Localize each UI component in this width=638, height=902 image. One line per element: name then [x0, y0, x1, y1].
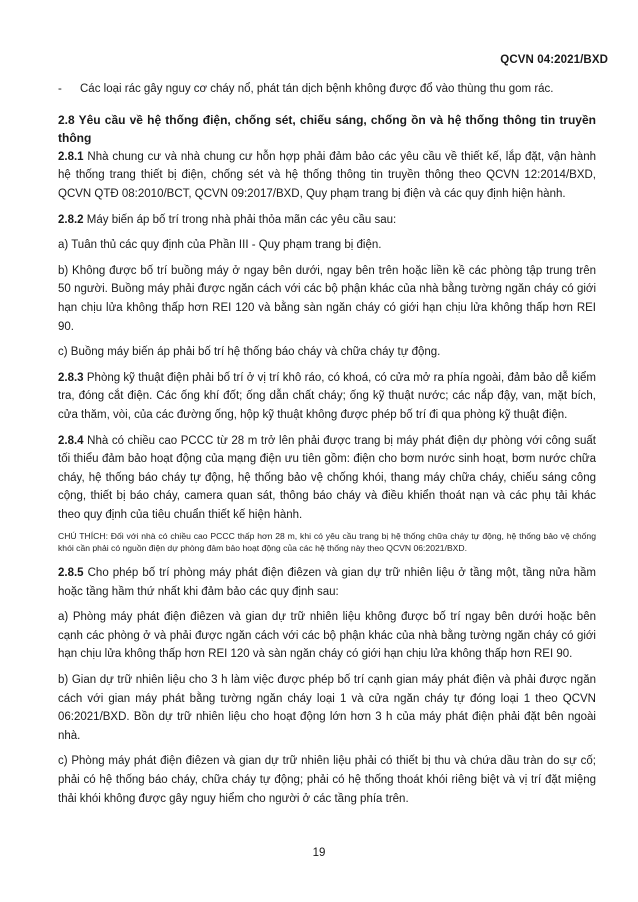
page-number: 19	[312, 847, 326, 859]
clause-2-8-2-a: a) Tuân thủ các quy định của Phần III - Quy phạm trang bị điện.	[58, 239, 382, 252]
clause-text: Nhà chung cư và nhà chung cư hỗn hợp phải đảm bảo các yêu cầu về thiết kế, lắp đặt, vận hành hệ thống trang thiết bị điện, chống sét và hệ thống thông tin truyền thông theo QCVN 12:2014/BXD, QCVN QTĐ 08:2010/BCT, QCVN 09:2017/BXD, Quy phạm trang bị điện và các quy định hiện hành.	[58, 150, 596, 200]
clause-number: 2.8.3	[58, 371, 84, 384]
clause-number: 2.8.4	[58, 434, 84, 447]
standard-code-header: QCVN 04:2021/BXD	[500, 54, 608, 66]
bullet-item	[58, 80, 596, 99]
clause-2-8-2-b: b) Không được bố trí buồng máy ở ngay bên dưới, ngay bên trên hoặc liền kề các phòng tập trung trên 50 người. Buồng máy phải được ngăn cách với các bộ phận khác của nhà bằng tường ngăn cháy có giới hạn chịu lửa không thấp hơn REI 120 và bằng sàn ngăn cháy có giới hạn chịu lửa không thấp hơn REI 90.	[58, 264, 596, 333]
clause-2-8-5-b: b) Gian dự trữ nhiên liệu cho 3 h làm việc được phép bố trí cạnh gian máy phát điện và phải được ngăn cách với gian máy phát bằng tường ngăn cháy loại 1 và cửa ngăn cháy tự đóng loại 1 theo QCVN 06:2021/BXD. Bồn dự trữ nhiên liệu cho hoạt động lớn hơn 3 h của máy phát điện phải đặt bên ngoài nhà.	[58, 674, 596, 742]
clause-number: 2.8.5	[58, 567, 84, 580]
clause-text: Nhà có chiều cao PCCC từ 28 m trở lên phải được trang bị máy phát điện dự phòng với công suất tối thiểu đảm bảo hoạt động của mạng điện ưu tiên gồm: điện cho bơm nước sinh hoạt, bơm nước chữa cháy, hệ thống báo cháy tự động, hệ thống bảo vệ chống khói, thang máy chữa cháy, chiếu sáng công cộng, thiết bị báo cháy, camera quan sát, thông báo cháy và điều khiển thoát nạn và các phụ tải khác theo quy định của tiêu chuẩn thiết kế hiện hành.	[58, 434, 596, 521]
note: CHÚ THÍCH: Đối với nhà có chiều cao PCCC thấp hơn 28 m, khi có yêu cầu trang bị hệ thống chữa cháy tự động, hệ thống bảo vệ chống khói cần phải có nguồn điện dự phòng đảm bảo hoạt động của các hệ thống này theo QCVN 06:2021/BXD.	[58, 531, 596, 554]
clause-text: Máy biến áp bố trí trong nhà phải thỏa mãn các yêu cầu sau:	[83, 213, 397, 226]
clause-2-8-5-a: a) Phòng máy phát điện điêzen và gian dự trữ nhiên liệu không được bố trí ngay bên dưới hoặc bên cạnh các phòng ở và phải được ngăn cách với các bộ phận khác của nhà bằng tường ngăn cháy có giới hạn chịu lửa không thấp hơn REI 120 và sàn ngăn cháy có giới hạn chịu lửa không thấp hơn REI 90.	[58, 611, 596, 661]
bullet-mark: -	[58, 83, 62, 95]
bullet-text: Các loại rác gây nguy cơ cháy nổ, phát tán dịch bệnh không được đổ vào thùng thu gom rác.	[80, 83, 554, 95]
clause-number: 2.8.2	[58, 213, 84, 226]
clause-2-8-5	[58, 564, 596, 601]
page-content	[58, 80, 596, 815]
clause-2-8-1	[58, 148, 596, 204]
clause-2-8-4	[58, 432, 596, 525]
clause-2-8-2-c: c) Buồng máy biến áp phải bố trí hệ thống báo cháy và chữa cháy tự động.	[58, 346, 441, 359]
clause-text: Cho phép bố trí phòng máy phát điện điêzen và gian dự trữ nhiên liệu ở tầng một, tầng nửa hầm hoặc tầng hầm thứ nhất khi đảm bảo các quy định sau:	[58, 567, 596, 598]
clause-number: 2.8.1	[58, 150, 84, 163]
section-heading: 2.8 Yêu cầu về hệ thống điện, chống sét, chiếu sáng, chống ồn và hệ thống thông tin truyền thông	[58, 112, 596, 146]
clause-2-8-2	[58, 211, 596, 230]
clause-text: Phòng kỹ thuật điện phải bố trí ở vị trí khô ráo, có khoá, có cửa mở ra phía ngoài, đảm bảo dễ kiểm tra, đóng cắt điện. Các ống khí đốt; ống dẫn chất cháy; ống kỹ thuật nước; các nắp đậy, van, mặt bích, cửa thăm, vòi, của các đường ống, hộp kỹ thuật không được phép bố trí đi qua phòng kỹ thuật điện.	[58, 371, 596, 421]
clause-2-8-5-c: c) Phòng máy phát điện điêzen và gian dự trữ nhiên liệu phải có thiết bị thu và chứa dầu tràn do sự cố; phải có hệ thống báo cháy, chữa cháy tự động; phải có hệ thống thoát khói riêng biệt và vị trí đặt miệng thải khói không được gây nguy hiểm cho người ở các tầng phía trên.	[58, 755, 596, 805]
clause-2-8-3	[58, 369, 596, 425]
